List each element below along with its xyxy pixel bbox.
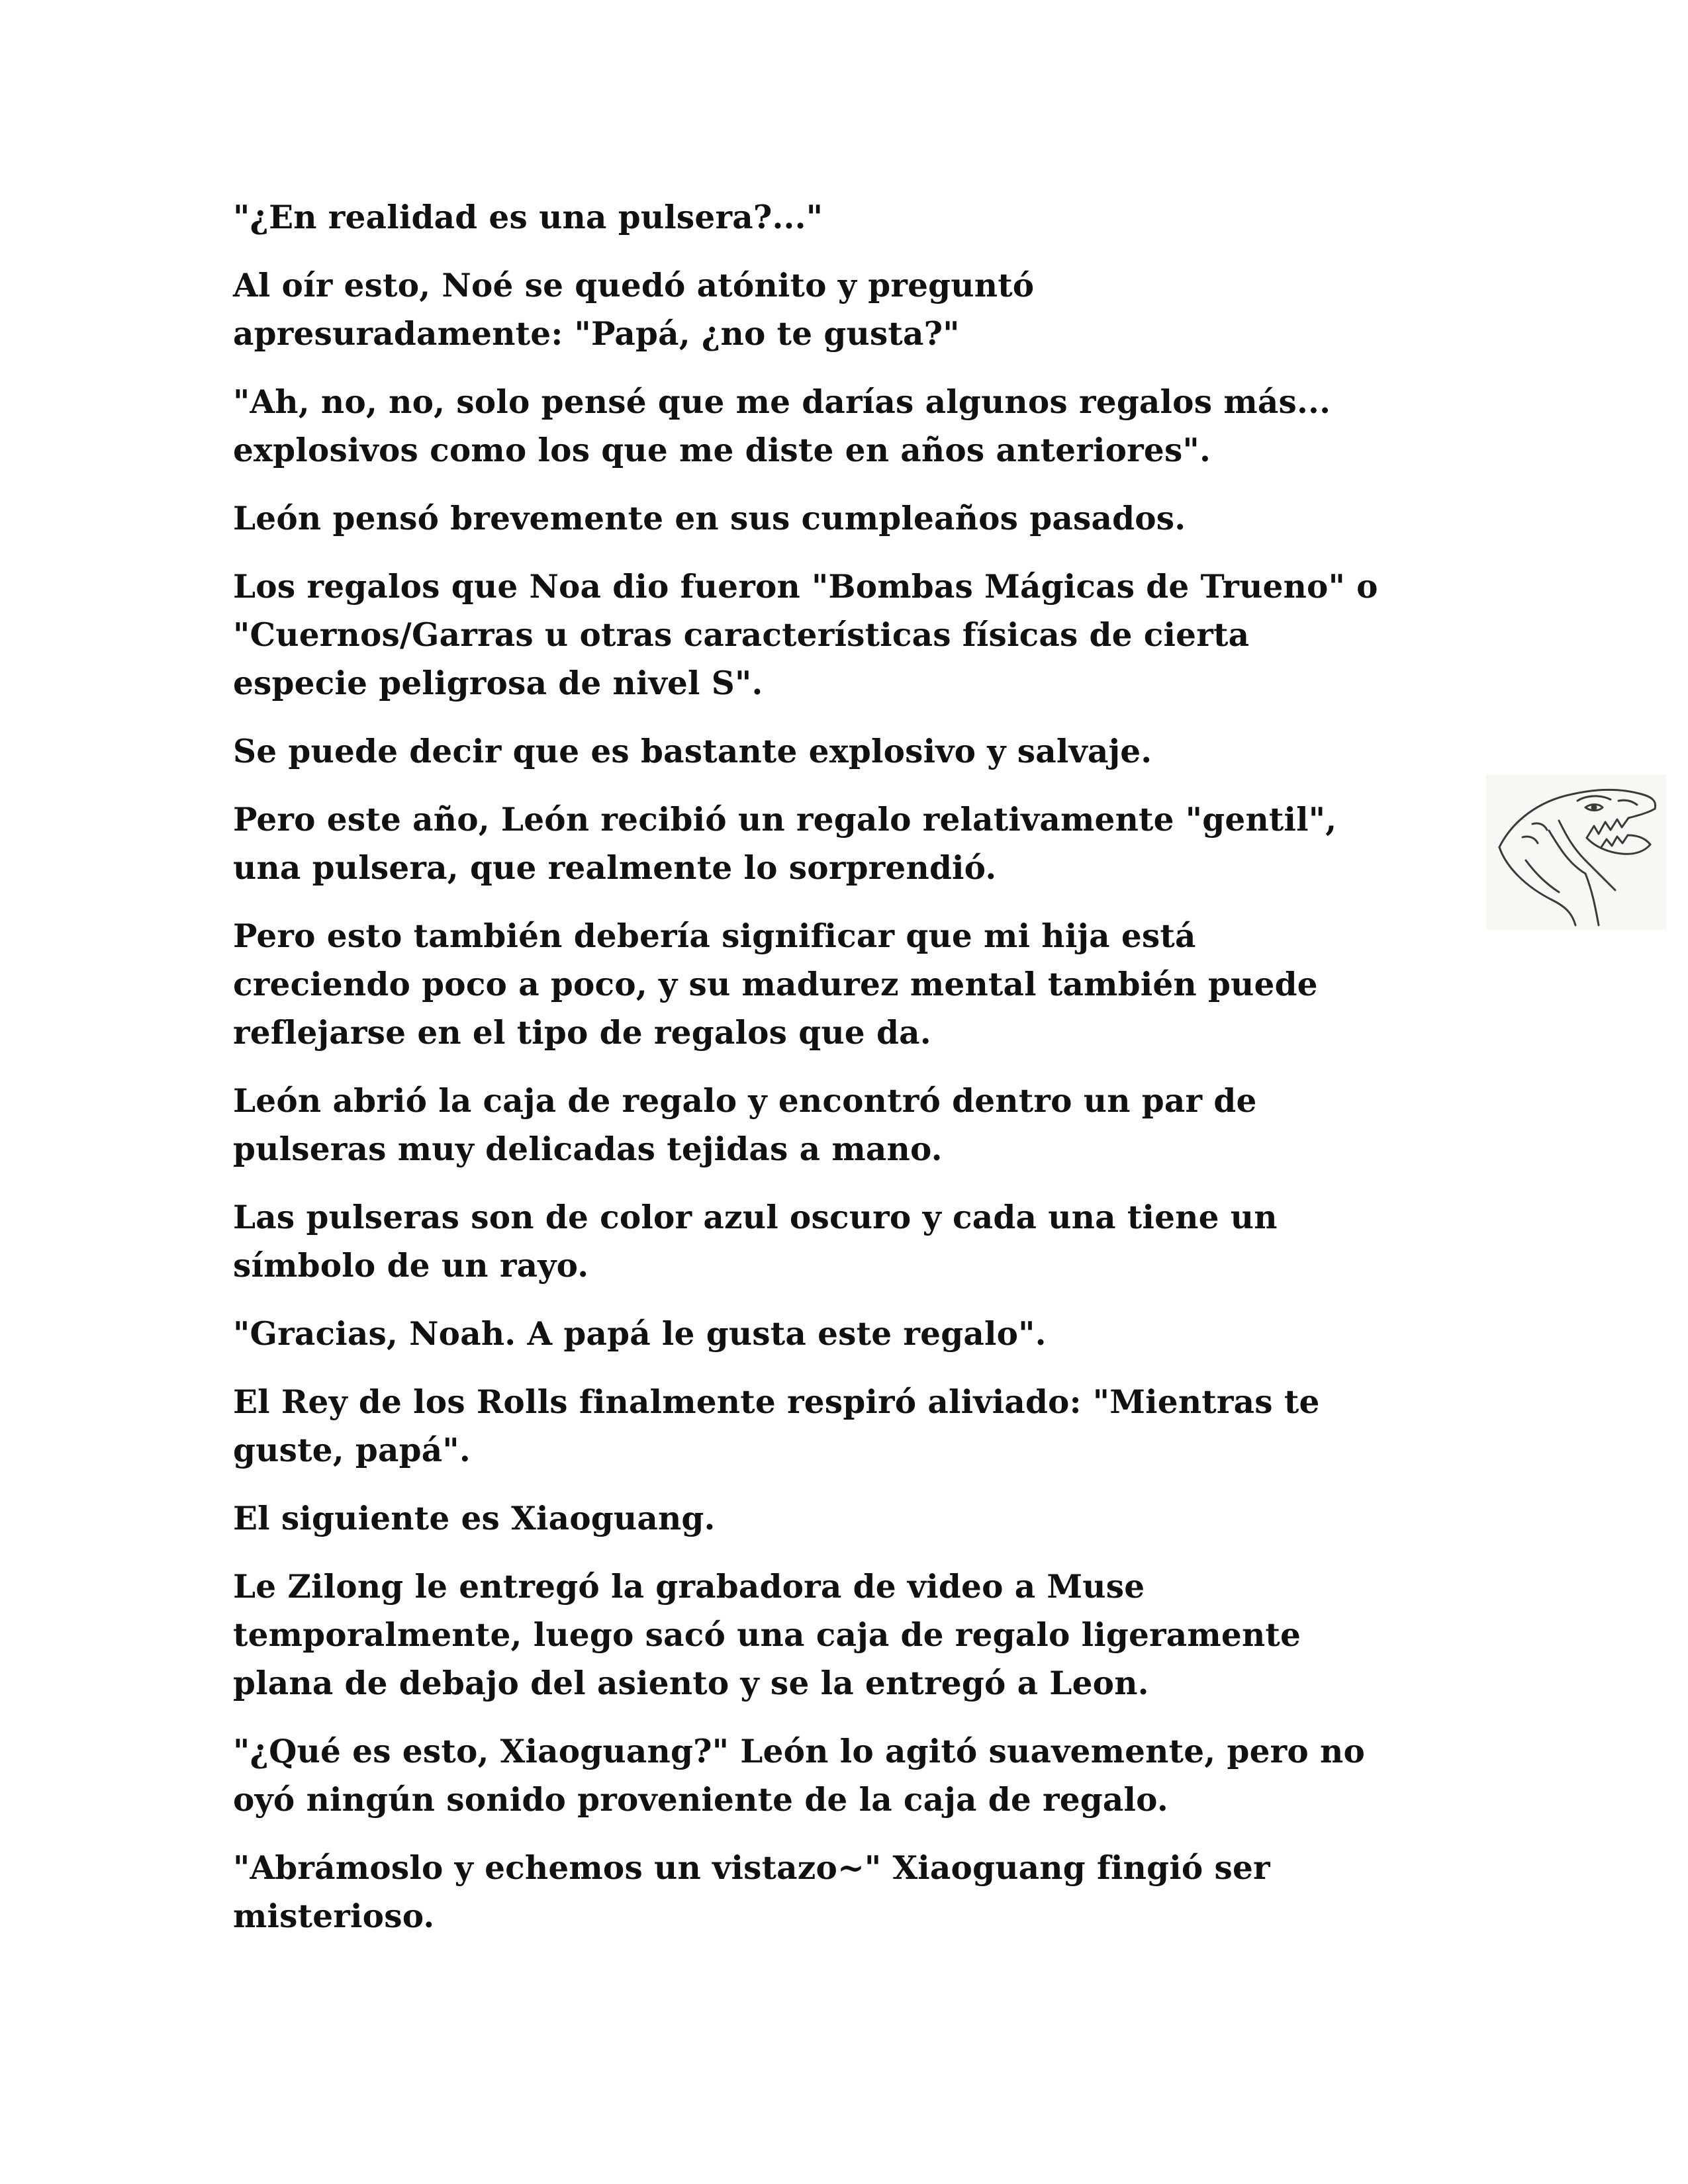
text-line: una pulsera, que realmente lo sorprendió. xyxy=(233,849,997,887)
text-line: reflejarse en el tipo de regalos que da. xyxy=(233,1014,931,1052)
paragraph xyxy=(233,1563,1458,1707)
text-line: símbolo de un rayo. xyxy=(233,1247,589,1285)
paragraph xyxy=(233,563,1458,707)
text-line: Pero esto también debería significar que mi hija está xyxy=(233,917,1196,955)
text-line: Al oír esto, Noé se quedó atónito y preguntó xyxy=(233,267,1035,304)
text-line: guste, papá". xyxy=(233,1432,471,1469)
text-line: creciendo poco a poco, y su madurez mental también puede xyxy=(233,966,1318,1003)
text-line: Las pulseras son de color azul oscuro y cada una tiene un xyxy=(233,1199,1278,1236)
paragraph xyxy=(233,796,1458,892)
paragraph xyxy=(233,1310,1458,1358)
paragraph xyxy=(233,1077,1458,1173)
text-line: "¿En realidad es una pulsera?..." xyxy=(233,199,823,236)
text-line: Se puede decir que es bastante explosivo y salvaje. xyxy=(233,733,1152,770)
text-line: oyó ningún sonido proveniente de la caja de regalo. xyxy=(233,1781,1168,1819)
text-line: León abrió la caja de regalo y encontró dentro un par de xyxy=(233,1082,1257,1120)
text-line: Los regalos que Noa dio fueron "Bombas Mágicas de Trueno" o xyxy=(233,568,1378,606)
text-line: "¿Qué es esto, Xiaoguang?" León lo agitó suavemente, pero no xyxy=(233,1733,1366,1770)
text-line: misterioso. xyxy=(233,1897,435,1935)
paragraph xyxy=(233,1727,1458,1824)
text-line: "Abrámoslo y echemos un vistazo~" Xiaoguang fingió ser xyxy=(233,1849,1270,1887)
text-line: "Gracias, Noah. A papá le gusta este regalo". xyxy=(233,1315,1047,1353)
text-line: León pensó brevemente en sus cumpleaños pasados. xyxy=(233,500,1186,537)
text-line: plana de debajo del asiento y se la entregó a Leon. xyxy=(233,1664,1149,1702)
text-line: "Cuernos/Garras u otras características físicas de cierta xyxy=(233,616,1250,654)
text-line: "Ah, no, no, solo pensé que me darías algunos regalos más... xyxy=(233,383,1331,421)
paragraph xyxy=(233,1193,1458,1290)
text-line: apresuradamente: "Papá, ¿no te gusta?" xyxy=(233,315,960,353)
paragraph xyxy=(233,727,1458,776)
text-line: El siguiente es Xiaoguang. xyxy=(233,1500,716,1537)
paragraph xyxy=(233,261,1458,358)
paragraph xyxy=(233,1378,1458,1475)
text-line: Pero este año, León recibió un regalo relativamente "gentil", xyxy=(233,801,1337,839)
paragraph xyxy=(233,378,1458,475)
text-line: especie peligrosa de nivel S". xyxy=(233,664,763,702)
text-line: pulseras muy delicadas tejidas a mano. xyxy=(233,1130,943,1168)
text-line: temporalmente, luego sacó una caja de regalo ligeramente xyxy=(233,1616,1301,1654)
paragraph xyxy=(233,1844,1458,1940)
paragraph xyxy=(233,912,1458,1057)
text-line: Le Zilong le entregó la grabadora de video a Muse xyxy=(233,1568,1145,1606)
story-text xyxy=(233,193,1458,1960)
dinosaur-head-sketch-icon xyxy=(1486,774,1666,930)
paragraph xyxy=(233,193,1458,242)
paragraph xyxy=(233,1494,1458,1543)
paragraph xyxy=(233,494,1458,543)
text-line: El Rey de los Rolls finalmente respiró aliviado: "Mientras te xyxy=(233,1383,1320,1421)
text-line: explosivos como los que me diste en años anteriores". xyxy=(233,432,1211,469)
